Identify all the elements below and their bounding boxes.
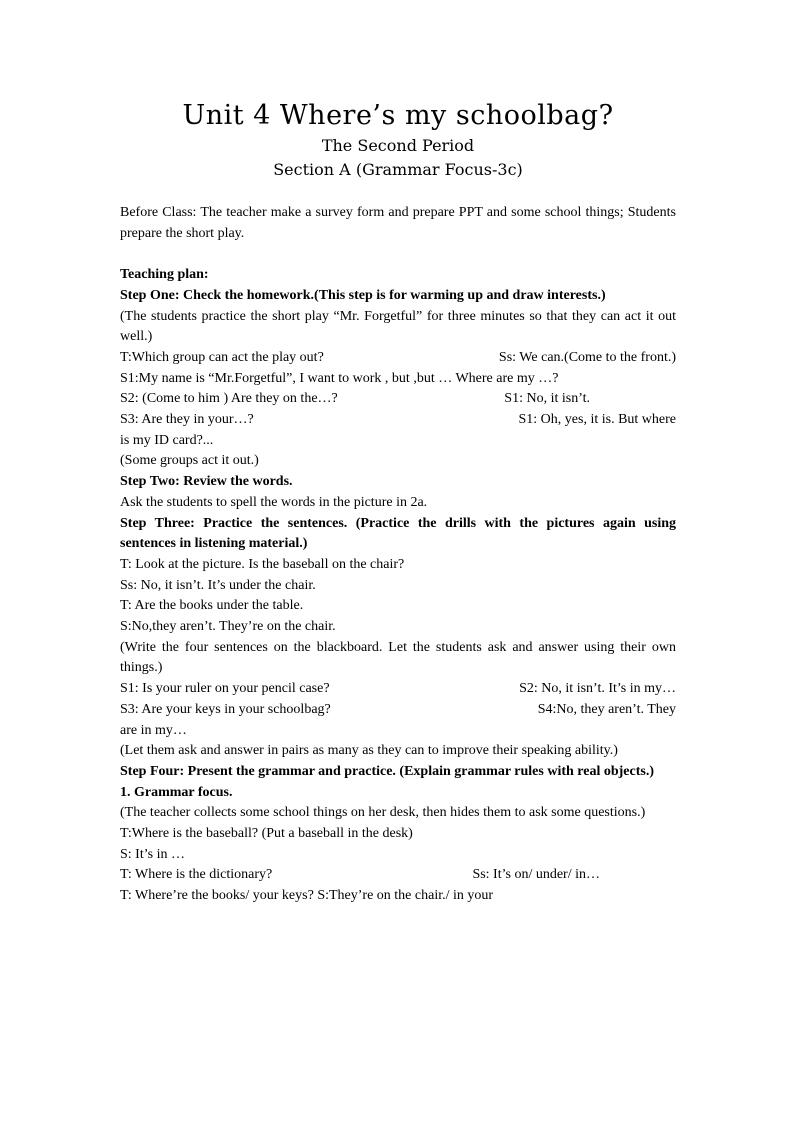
step-two-heading: Step Two: Review the words. [120, 474, 293, 490]
dialogue-paragraph: S: It’s in … [120, 846, 185, 862]
before-class-paragraph: Before Class: The teacher make a survey form and prepare PPT and some school things; Students prepare the short play. [120, 205, 676, 241]
dialogue-right: S1: Oh, yes, it is. But where [518, 412, 676, 428]
pairs-note: (Let them ask and answer in pairs as many as they can to improve their speaking ability.) [120, 743, 618, 759]
teaching-plan-heading: Teaching plan: [120, 267, 209, 283]
grammar-focus-heading: 1. Grammar focus. [120, 784, 233, 800]
step-three-heading: Step Three: Practice the sentences. (Practice the drills with the pictures again using sentences in listening material.) [120, 515, 676, 552]
dialogue-paragraph: T: Where’re the books/ your keys? S:They’re on the chair./ in your [120, 888, 494, 904]
dialogue-line [120, 865, 676, 886]
dialogue-line [120, 410, 676, 431]
dialogue-line [120, 348, 676, 369]
dialogue-paragraph: S:No,they aren’t. They’re on the chair. [120, 619, 336, 635]
step-two-text: Ask the students to spell the words in the picture in 2a. [120, 494, 428, 510]
dialogue-paragraph: Ss: No, it isn’t. It’s under the chair. [120, 577, 316, 593]
dialogue-paragraph: T: Are the books under the table. [120, 598, 304, 614]
subtitle-period: The Second Period [321, 136, 475, 155]
act-out-note: (Some groups act it out.) [120, 453, 259, 469]
step-one-heading: Step One: Check the homework.(This step is for warming up and draw interests.) [120, 287, 606, 303]
dialogue-left: T:Which group can act the play out? [120, 349, 324, 365]
dialogue-paragraph: T:Where is the baseball? (Put a baseball in the desk) [120, 826, 413, 842]
dialogue-paragraph: is my ID card?... [120, 432, 214, 448]
dialogue-paragraph: S1:My name is “Mr.Forgetful”, I want to work , but ,but … Where are my …? [120, 370, 559, 386]
dialogue-right: Ss: It’s on/ under/ in… [472, 867, 600, 883]
dialogue-line [120, 679, 676, 700]
dialogue-line [120, 389, 676, 410]
dialogue-left: S2: (Come to him ) Are they on the…? [120, 391, 338, 407]
page-title: Unit 4 Where’s my schoolbag? [182, 100, 614, 131]
dialogue-right: S1: No, it isn’t. [504, 391, 590, 407]
dialogue-left: S1: Is your ruler on your pencil case? [120, 681, 330, 697]
step-four-heading: Step Four: Present the grammar and practice. (Explain grammar rules with real objects.) [120, 763, 654, 779]
collect-note: (The teacher collects some school things on her desk, then hides them to ask some questions.) [120, 805, 646, 821]
dialogue-right: S4:No, they aren’t. They [537, 701, 676, 717]
dialogue-right: S2: No, it isn’t. It’s in my… [519, 681, 676, 697]
dialogue-paragraph: T: Look at the picture. Is the baseball on the chair? [120, 556, 405, 572]
dialogue-left: S3: Are they in your…? [120, 412, 254, 428]
dialogue-right: Ss: We can.(Come to the front.) [498, 349, 676, 365]
subtitle-section: Section A (Grammar Focus-3c) [273, 160, 523, 179]
dialogue-left: T: Where is the dictionary? [120, 867, 273, 883]
step-one-note: (The students practice the short play “Mr. Forgetful” for three minutes so that they can act it out well.) [120, 308, 676, 345]
dialogue-paragraph: are in my… [120, 722, 187, 738]
dialogue-left: S3: Are your keys in your schoolbag? [120, 701, 331, 717]
dialogue-line [120, 700, 676, 721]
write-note: (Write the four sentences on the blackboard. Let the students ask and answer using their own things.) [120, 639, 676, 676]
spacer [120, 244, 676, 265]
document-body [120, 203, 676, 907]
